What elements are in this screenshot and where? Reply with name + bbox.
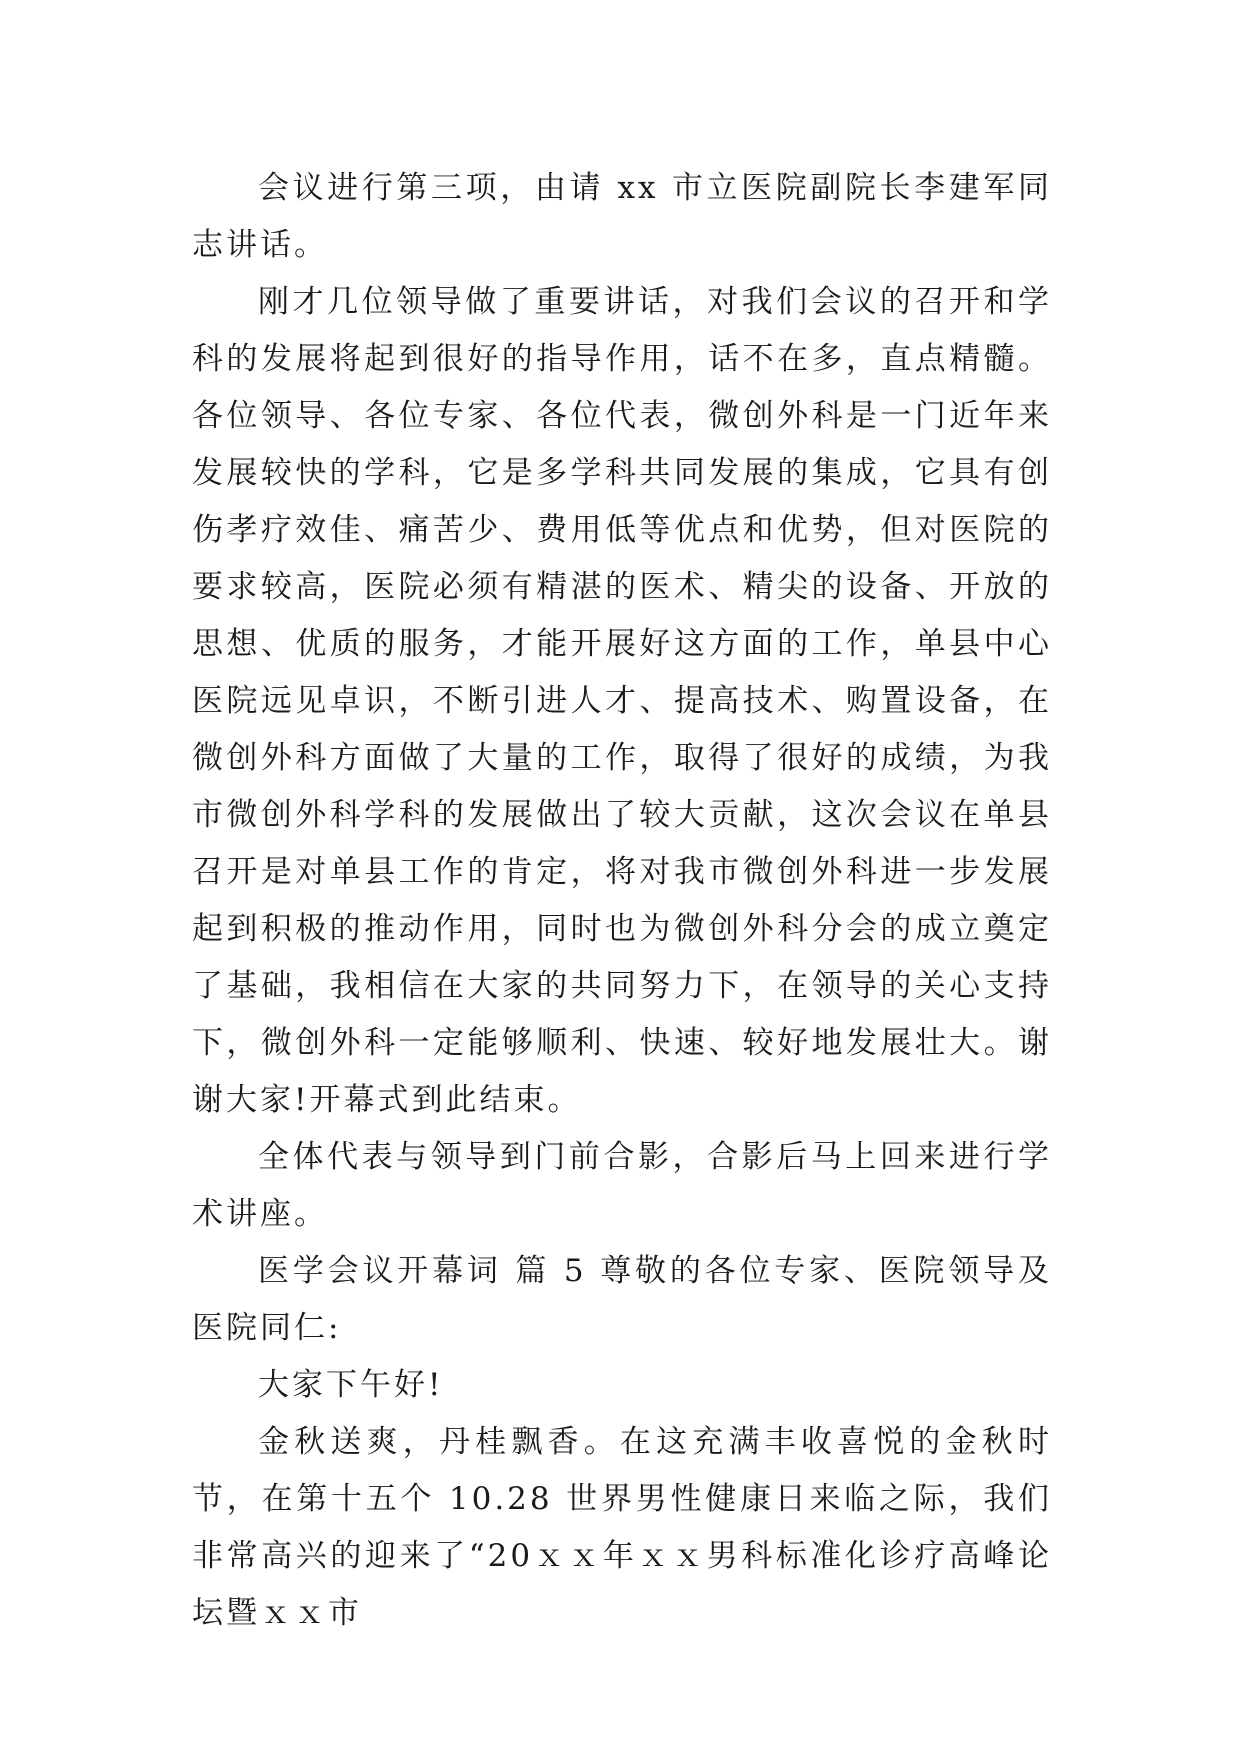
paragraph-greeting: 大家下午好!: [258, 1367, 444, 1403]
paragraph-group-photo: 全体代表与领导到门前合影，合影后马上回来进行学术讲座。: [192, 1139, 1052, 1232]
paragraph-speech-body: 刚才几位领导做了重要讲话，对我们会议的召开和学科的发展将起到很好的指导作用，话不在多，直点精髓。各位领导、各位专家、各位代表，微创外科是一门近年来发展较快的学科，它是多学科共同发展的集成，它具有创伤孝疗效佳、痛苦少、费用低等优点和优势，但对医院的要求较高，医院必须有精湛的医术、精尖的设备、开放的思想、优质的服务，才能开展好这方面的工作，单县中心医院远见卓识，不断引进人才、提高技术、购置设备，在微创外科方面做了大量的工作，取得了很好的成绩，为我市微创外科学科的发展做出了较大贡献，这次会议在单县召开是对单县工作的肯定，将对我市微创外科进一步发展起到积极的推动作用，同时也为微创外科分会的成立奠定了基础，我相信在大家的共同努力下，在领导的关心支持下，微创外科一定能够顺利、快速、较好地发展壮大。谢谢大家!开幕式到此结束。: [192, 284, 1052, 1118]
paragraph-opening: 金秋送爽，丹桂飘香。在这充满丰收喜悦的金秋时节，在第十五个 10.28 世界男性健康日来临之际，我们非常高兴的迎来了“20ｘｘ年ｘｘ男科标准化诊疗高峰论坛暨ｘｘ市: [192, 1424, 1052, 1631]
paragraph-agenda-item-three: 会议进行第三项，由请 xx 市立医院副院长李建军同志讲话。: [192, 170, 1052, 263]
paragraph-section-heading: 医学会议开幕词 篇 5 尊敬的各位专家、医院领导及医院同仁:: [192, 1253, 1052, 1346]
document-body: [192, 160, 1052, 1642]
